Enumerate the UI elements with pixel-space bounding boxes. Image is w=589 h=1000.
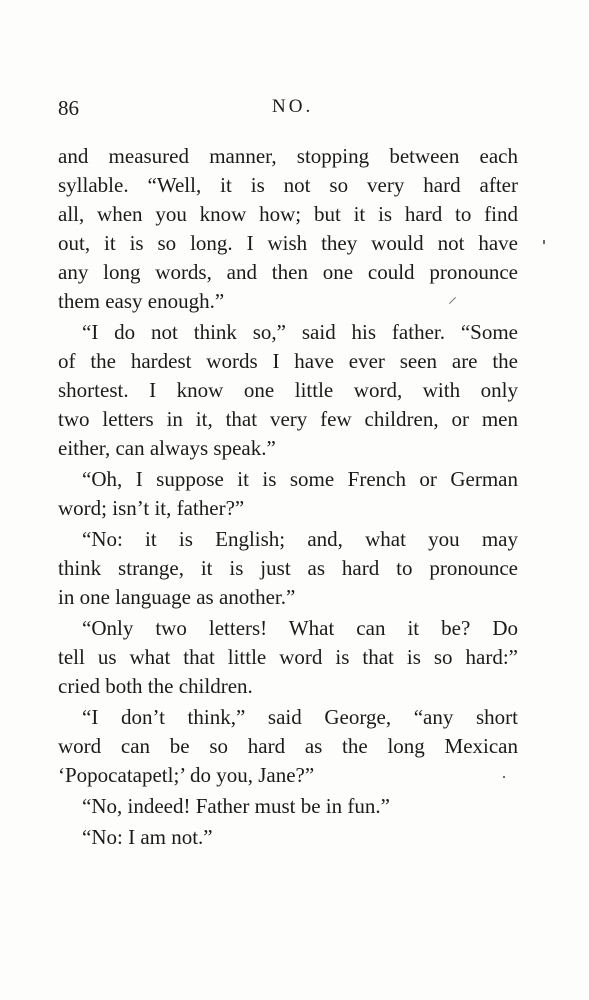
text-line: cried both the children. (58, 674, 253, 698)
paragraph (58, 465, 518, 523)
text-line: “No, indeed! Father must be in fun.” (82, 794, 390, 818)
text-line: “Only two letters! What can it be? Do (82, 616, 518, 640)
page-header (58, 96, 518, 124)
text-line: tell us what that little word is that is so hard:” (58, 645, 518, 669)
text-line: either, can always speak.” (58, 436, 276, 460)
paragraph (58, 703, 518, 790)
text-line: “I do not think so,” said his father. “Some (82, 320, 518, 344)
text-line: them easy enough.” (58, 289, 225, 313)
paragraph (58, 823, 518, 852)
text-line: “Oh, I suppose it is some French or German (82, 467, 518, 491)
body-text (58, 142, 518, 854)
text-line: out, it is so long. I wish they would not have (58, 231, 518, 255)
text-line: syllable. “Well, it is not so very hard after (58, 173, 518, 197)
text-line: ‘Popocatapetl;’ do you, Jane?” (58, 763, 315, 787)
text-line: “No: it is English; and, what you may (82, 527, 518, 551)
print-speck (503, 776, 505, 778)
print-speck (543, 240, 545, 244)
text-line: any long words, and then one could pronounce (58, 260, 518, 284)
paragraph (58, 142, 518, 316)
text-line: and measured manner, stopping between each (58, 144, 518, 168)
text-line: all, when you know how; but it is hard to find (58, 202, 518, 226)
text-line: two letters in it, that very few children, or men (58, 407, 518, 431)
running-head: NO. (272, 96, 314, 117)
text-line: “No: I am not.” (82, 825, 213, 849)
text-line: word can be so hard as the long Mexican (58, 734, 518, 758)
page-number: 86 (58, 96, 79, 120)
text-line: shortest. I know one little word, with only (58, 378, 518, 402)
text-line: think strange, it is just as hard to pronounce (58, 556, 518, 580)
text-line: in one language as another.” (58, 585, 296, 609)
paragraph (58, 614, 518, 701)
paragraph (58, 792, 518, 821)
text-line: word; isn’t it, father?” (58, 496, 245, 520)
text-line: “I don’t think,” said George, “any short (82, 705, 518, 729)
paragraph (58, 525, 518, 612)
paragraph (58, 318, 518, 463)
text-line: of the hardest words I have ever seen are the (58, 349, 518, 373)
